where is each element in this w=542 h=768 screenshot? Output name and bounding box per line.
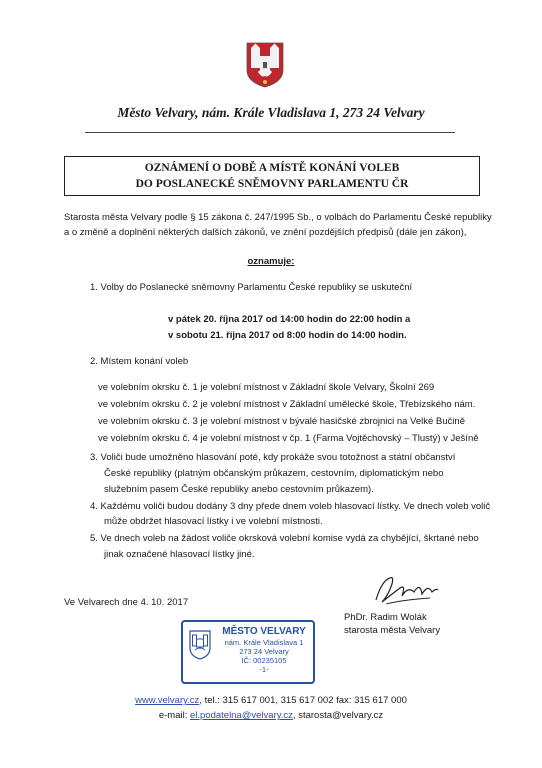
announces-heading: oznamuje: bbox=[247, 256, 295, 267]
item-5-line-1: 5. Ve dnech voleb na žádost voliče okrsková volební komise vydá za chybějící, škrtané nebo bbox=[90, 533, 479, 544]
footer-phones: , tel.: 315 617 001, 315 617 002 fax: 315 617 000 bbox=[199, 695, 407, 706]
stamp-title: MĚSTO VELVARY bbox=[222, 626, 306, 637]
place-and-date: Ve Velvarech dne 4. 10. 2017 bbox=[64, 597, 189, 608]
footer-email-line bbox=[0, 710, 542, 722]
item-3-line-3: služebním pasem České republiky anebo cestovním průkazem). bbox=[104, 484, 374, 495]
district-1: ve volebním okrsku č. 1 je volební místnost v Základní škole Velvary, Školní 269 bbox=[98, 382, 435, 393]
title-box bbox=[64, 156, 480, 196]
item-3-line-1: 3. Voliči bude umožněno hlasování poté, kdy prokáže svou totožnost a státní občanství bbox=[90, 452, 456, 463]
election-date-2: v sobotu 21. října 2017 od 8:00 hodin do 14:00 hodin. bbox=[168, 330, 407, 341]
district-4: ve volebním okrsku č. 4 je volební místnost v čp. 1 (Farma Vojtěchovský – Tlustý) v Ješíně bbox=[98, 433, 479, 444]
stamp-line-3: IČ: 00235105 bbox=[241, 656, 287, 665]
email-podatelna-link[interactable]: el.podatelna@velvary.cz bbox=[189, 710, 293, 721]
title-line-2: DO POSLANECKÉ SNĚMOVNY PARLAMENTU ČR bbox=[135, 178, 409, 190]
stamp-line-1: nám. Krále Vladislava 1 bbox=[224, 638, 304, 647]
email-label: e-mail: bbox=[158, 710, 190, 721]
signatory-role: starosta města Velvary bbox=[344, 625, 441, 636]
title-line-1: OZNÁMENÍ O DOBĚ A MÍSTĚ KONÁNÍ VOLEB bbox=[144, 162, 400, 174]
stamp-crest-icon bbox=[189, 630, 211, 660]
stamp-line-2: 273 24 Velvary bbox=[239, 647, 289, 656]
stamp-line-4: -1- bbox=[259, 665, 269, 674]
item-4-line-1: 4. Každému voliči budou dodány 3 dny přede dnem voleb hlasovací lístky. Ve dnech voleb volič bbox=[90, 501, 491, 512]
item-3-line-2: České republiky (platným občanským průkazem, cestovním, diplomatickým nebo bbox=[104, 468, 444, 479]
footer-contact-line bbox=[0, 695, 542, 707]
item-5-line-2: jinak označené hlasovací lístky jiné. bbox=[104, 549, 255, 560]
city-address-header: Město Velvary, nám. Krále Vladislava 1, 273 24 Velvary bbox=[117, 105, 425, 120]
official-stamp bbox=[181, 620, 315, 684]
district-2: ve volebním okrsku č. 2 je volební místnost v Základní umělecké škole, Třebízského nám. bbox=[98, 399, 476, 410]
city-crest-logo bbox=[246, 42, 284, 88]
header-divider bbox=[85, 132, 455, 133]
election-date-1: v pátek 20. října 2017 od 14:00 hodin do 22:00 hodin a bbox=[168, 314, 411, 325]
website-link[interactable]: www.velvary.cz bbox=[135, 695, 200, 706]
intro-line-2: a o změně a doplnění některých dalších zákonů, ve znění pozdějších předpisů (dále jen zákon), bbox=[64, 227, 467, 238]
stamp-text bbox=[217, 626, 311, 674]
mayor-signature bbox=[372, 570, 440, 610]
item-4-line-2: může obdržet hlasovací lístky i ve volební místnosti. bbox=[104, 516, 323, 527]
item-1-text: 1. Volby do Poslanecké sněmovny Parlamentu České republiky se uskuteční bbox=[90, 282, 413, 293]
signatory-name: PhDr. Radim Wolák bbox=[344, 612, 427, 623]
email-starosta: , starosta@velvary.cz bbox=[292, 710, 384, 721]
intro-line-1: Starosta města Velvary podle § 15 zákona č. 247/1995 Sb., o volbách do Parlamentu České republiky bbox=[64, 212, 492, 223]
district-3: ve volebním okrsku č. 3 je volební místnost v bývalé hasičské zbrojnici na Velké Bučině bbox=[98, 416, 465, 427]
item-2-text: 2. Místem konání voleb bbox=[90, 356, 189, 367]
